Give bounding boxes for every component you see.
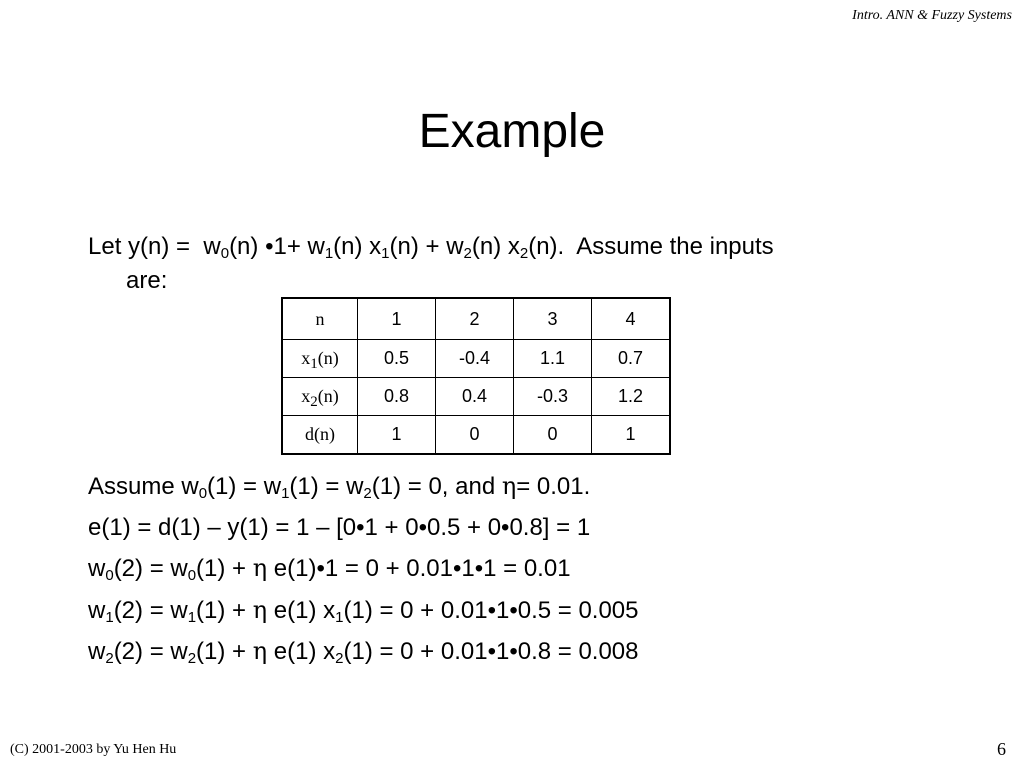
table-cell: 0.8: [358, 378, 436, 416]
w1-update-line: $w_1(2) = w_1(1) + \eta$ e(1) $x_1(1) = 0$ + 0.01•1•0.5 = 0.005: [88, 595, 639, 626]
copyright-footer: (C) 2001-2003 by Yu Hen Hu: [10, 742, 177, 757]
table-cell: 0: [436, 416, 514, 455]
w2-update-line: $w_2(2) = w_2(1) + \eta$ e(1) $x_2(1) = 0$ + 0.01•1•0.8 = 0.008: [88, 637, 639, 667]
intro-text: [88, 230, 928, 298]
table-cell: -0.3: [514, 378, 592, 416]
table-header-cell: n: [282, 298, 358, 340]
table-cell: 1.2: [592, 378, 671, 416]
course-header: Intro. ANN & Fuzzy Systems: [852, 8, 1012, 23]
table-cell: 0.7: [592, 340, 671, 378]
table-header-row: [282, 298, 670, 340]
intro-line-2: are:: [126, 267, 168, 294]
table-header-cell: 1: [358, 298, 436, 340]
table-cell: 1: [358, 416, 436, 455]
row-label-x1: $x_1(n)$: [282, 340, 358, 378]
table-cell: 0: [514, 416, 592, 455]
table-row: [282, 378, 670, 416]
w0-update-line: $w_0(2) = w_0(1) + \eta$ e(1)•1 = 0 + 0.01•1•1 = 0.01: [88, 554, 571, 584]
assumption-line: Assume $w_0(1) = w_1(1) = w_2(1) = 0$, and η= 0.01.: [88, 472, 591, 502]
table-cell: 0.4: [436, 378, 514, 416]
table-header-cell: 4: [592, 298, 671, 340]
intro-line-1: Let $y(n) = w_0(n)$ •1+ $w_1(n) x_1(n) + w_2(n)$ $x_2(n)$. Assume the inputs: [88, 233, 774, 262]
table-row: [282, 340, 670, 378]
table-row: [282, 416, 670, 455]
row-label-d: d(n): [282, 416, 358, 455]
error-line: e(1) = d(1) – y(1) = 1 – [0•1 + 0•0.5 + 0•0.8] = 1: [88, 513, 591, 541]
slide-title: Example: [418, 105, 606, 158]
table-cell: 1.1: [514, 340, 592, 378]
table-cell: 1: [592, 416, 671, 455]
table-header-cell: 3: [514, 298, 592, 340]
page-number: 6: [997, 739, 1006, 759]
calculation-lines: [88, 466, 639, 673]
inputs-table: [281, 297, 671, 455]
row-label-x2: $x_2(n)$: [282, 378, 358, 416]
table-cell: -0.4: [436, 340, 514, 378]
table-cell: 0.5: [358, 340, 436, 378]
table-header-cell: 2: [436, 298, 514, 340]
